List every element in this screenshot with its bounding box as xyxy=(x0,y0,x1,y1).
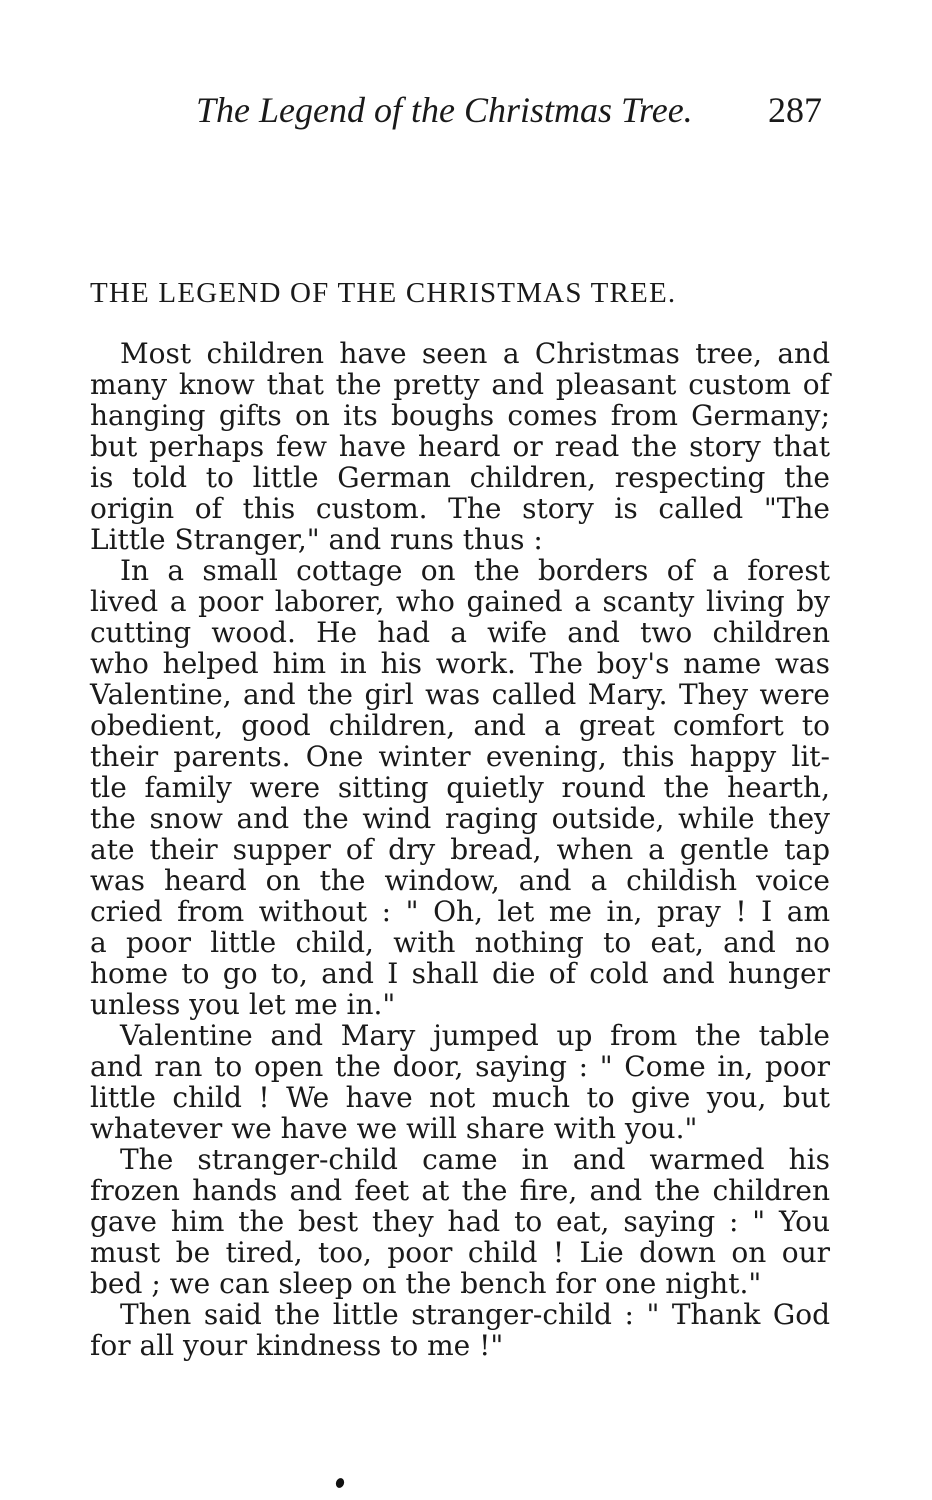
paragraph xyxy=(90,1020,830,1144)
text-line: obedient, good children, and a great comfort to xyxy=(90,709,830,742)
text-line: cried from without : " Oh, let me in, pray ! I am xyxy=(90,895,830,928)
text-line: Then said the little stranger-child : " Thank God xyxy=(120,1298,830,1331)
text-line: The stranger-child came in and warmed his xyxy=(120,1143,830,1176)
text-line: home to go to, and I shall die of cold and hunger xyxy=(90,957,830,990)
ink-mark xyxy=(335,1477,346,1489)
text-line: must be tired, too, poor child ! Lie down on our xyxy=(90,1236,830,1269)
text-line: but perhaps few have heard or read the story that xyxy=(90,430,830,463)
text-line: many know that the pretty and pleasant custom of xyxy=(90,368,830,401)
page-number: 287 xyxy=(768,90,822,130)
text-line: unless you let me in." xyxy=(90,988,396,1021)
text-line: is told to little German children, respecting the xyxy=(90,461,830,494)
text-line: Little Stranger," and runs thus : xyxy=(90,523,543,556)
text-line: whatever we have we will share with you." xyxy=(90,1112,698,1145)
text-line: Most children have seen a Christmas tree, and xyxy=(120,337,830,370)
text-line: ate their supper of dry bread, when a gentle tap xyxy=(90,833,830,866)
text-line: In a small cottage on the borders of a forest xyxy=(120,554,830,587)
text-line: cutting wood. He had a wife and two children xyxy=(90,616,830,649)
text-line: frozen hands and feet at the fire, and the children xyxy=(90,1174,830,1207)
paragraph xyxy=(90,1299,830,1361)
body-text xyxy=(90,338,830,1361)
text-line: and ran to open the door, saying : " Come in, poor xyxy=(90,1050,830,1083)
text-line: Valentine, and the girl was called Mary. They were xyxy=(90,678,830,711)
running-header xyxy=(90,84,830,136)
text-line: a poor little child, with nothing to eat, and no xyxy=(90,926,830,959)
paragraph xyxy=(90,338,830,555)
text-line: origin of this custom. The story is called "The xyxy=(90,492,830,525)
text-line: lived a poor laborer, who gained a scanty living by xyxy=(90,585,830,618)
text-line: the snow and the wind raging outside, while they xyxy=(90,802,830,835)
paragraph xyxy=(90,555,830,1020)
text-line: for all your kindness to me !" xyxy=(90,1329,504,1362)
text-line: hanging gifts on its boughs comes from Germany; xyxy=(90,399,830,432)
text-line: their parents. One winter evening, this happy lit- xyxy=(90,740,830,773)
text-line: was heard on the window, and a childish voice xyxy=(90,864,830,897)
text-line: gave him the best they had to eat, saying : " You xyxy=(90,1205,830,1238)
text-line: little child ! We have not much to give you, but xyxy=(90,1081,830,1114)
text-line: tle family were sitting quietly round the hearth, xyxy=(90,771,830,804)
running-title: The Legend of the Christmas Tree. xyxy=(196,90,693,130)
paragraph xyxy=(90,1144,830,1299)
chapter-title: THE LEGEND OF THE CHRISTMAS TREE. xyxy=(90,277,677,309)
text-line: who helped him in his work. The boy's name was xyxy=(90,647,830,680)
text-line: bed ; we can sleep on the bench for one night." xyxy=(90,1267,762,1300)
text-line: Valentine and Mary jumped up from the table xyxy=(120,1019,830,1052)
